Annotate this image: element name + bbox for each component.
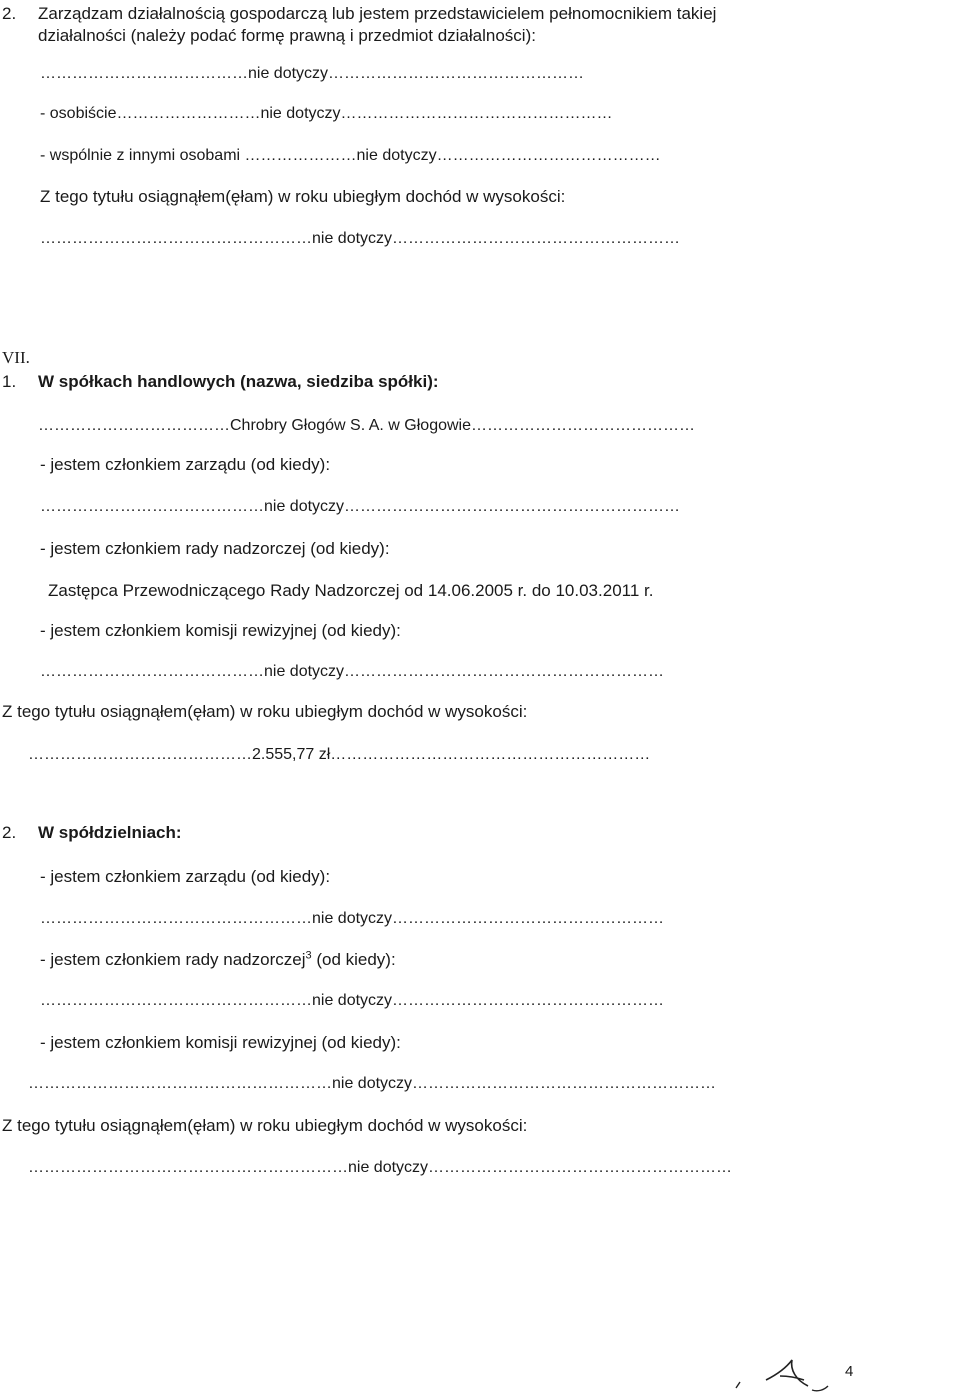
supervisory-value: Zastępca Przewodniczącego Rady Nadzorczej od 14.06.2005 r. do 10.03.2011 r. [48,581,654,600]
coop-audit-label: - jestem członkiem komisji rewizyjnej (od kiedy): [40,1033,401,1052]
footnote-marker: 3 [305,949,312,962]
item-number: 2. [2,4,17,23]
coop-supervisory-label [40,950,396,970]
item-text-line2: działalności (należy podać formę prawną i przedmiot działalności): [38,26,536,45]
audit-value: ……………………………………nie dotyczy…………………………………………………… [40,663,665,680]
coop-audit-value: …………………………………………………nie dotyczy………………………………………………… [28,1075,717,1092]
income-label: Z tego tytułu osiągnąłem(ęłam) w roku ubiegłym dochód w wysokości: [2,702,528,721]
field-jointly: - wspólnie z innymi osobami …………………nie dotyczy…………………………………… [40,147,661,164]
coop-income-label: Z tego tytułu osiągnąłem(ęłam) w roku ubiegłym dochód w wysokości: [2,1116,528,1135]
item-number: 2. [2,823,17,842]
income-value: ……………………………………………nie dotyczy……………………………………………… [40,230,681,247]
item-text-line1: Zarządzam działalnością gospodarczą lub jestem przedstawicielem pełnomocnikiem takiej [38,4,717,23]
company-name: ………………………………Chrobry Głogów S. A. w Głogowie…………………………………… [38,417,695,434]
board-label: - jestem członkiem zarządu (od kiedy): [40,455,331,474]
coop-board-value: ……………………………………………nie dotyczy…………………………………………… [40,910,665,927]
signature-initials-icon [730,1352,835,1398]
item-number: 1. [2,372,17,391]
supervisory-label: - jestem członkiem rady nadzorczej (od kiedy): [40,539,390,558]
coop-supervisory-label-text: - jestem członkiem rady nadzorczej [40,950,306,969]
coop-income-value: ……………………………………………………nie dotyczy………………………………………………… [28,1159,733,1176]
section-heading: W spółdzielniach: [38,823,182,842]
section-heading: W spółkach handlowych (nazwa, siedziba spółki): [38,372,439,391]
field-personally: - osobiście………………………nie dotyczy…………………………………………… [40,105,613,122]
coop-board-label: - jestem członkiem zarządu (od kiedy): [40,867,331,886]
page-number: 4 [845,1363,854,1380]
income-label: Z tego tytułu osiągnąłem(ęłam) w roku ubiegłym dochód w wysokości: [40,187,566,206]
section-roman-numeral: VII. [2,348,30,367]
coop-supervisory-label-end: (od kiedy): [311,950,396,969]
income-value: ……………………………………2.555,77 zł…………………………………………………… [28,746,651,763]
field-value: …………………………………nie dotyczy………………………………………… [40,65,585,82]
audit-label: - jestem członkiem komisji rewizyjnej (od kiedy): [40,621,401,640]
board-value: ……………………………………nie dotyczy……………………………………………………… [40,498,681,515]
coop-supervisory-value: ……………………………………………nie dotyczy…………………………………………… [40,992,665,1009]
